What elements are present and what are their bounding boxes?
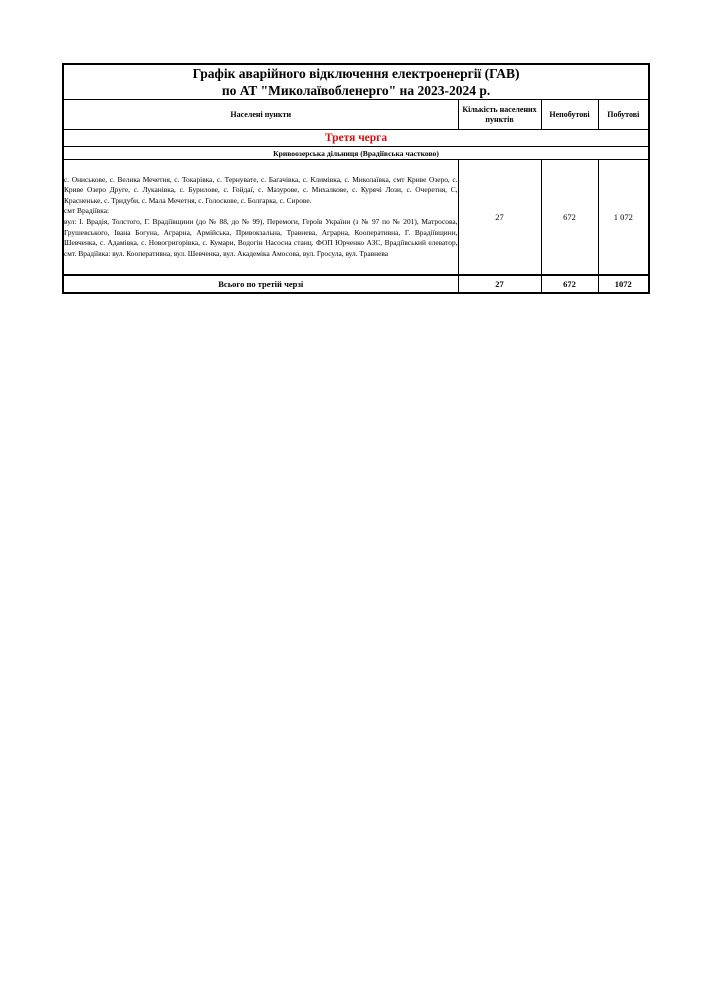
queue-header-row bbox=[63, 130, 649, 147]
table-title-row bbox=[63, 64, 649, 100]
outage-schedule-table bbox=[62, 63, 650, 294]
household-value: 1 072 bbox=[598, 160, 649, 276]
column-header-household: Побутові bbox=[598, 100, 649, 130]
column-header-settlements: Населені пункти bbox=[63, 100, 458, 130]
total-settlement-count: 27 bbox=[458, 275, 541, 293]
section-header: Кривоозерська дільниця (Врадіївська частково) bbox=[63, 147, 649, 160]
table-title bbox=[63, 64, 649, 100]
table-row bbox=[63, 160, 649, 276]
total-label: Всього по третій черзі bbox=[63, 275, 458, 293]
total-household: 1072 bbox=[598, 275, 649, 293]
settlement-count-value: 27 bbox=[458, 160, 541, 276]
settlements-paragraph-town: смт Врадіївка: bbox=[64, 206, 110, 216]
total-row bbox=[63, 275, 649, 293]
table-title-line2: по АТ "Миколаївобленерго" на 2023-2024 р. bbox=[221, 83, 491, 98]
column-header-non-household: Непобутові bbox=[541, 100, 598, 130]
section-header-row bbox=[63, 147, 649, 160]
table-title-line1: Графік аварійного відключення електроенергії (ГАВ) bbox=[192, 66, 520, 81]
column-header-row bbox=[63, 100, 649, 130]
settlements-paragraph-streets: вул: І. Врадія, Толстого, Г. Врадіївщини (до № 88, до № 99), Перемоги, Героїв України (з № 97 по № 201), Матросова, Грушевського, Івана Богуна, Аграрна, Армійська, Привокзальна, Травнева, Аграрна, Кооперативна, Г. Врадіївщини, Шевченка, с. Адамівка, с. Новогригорівка, с. Кумари, Водогін Насосна станц. ФОП Юрченко АЗС, Врадіївський елеватор, смт. Врадіївка: вул. Кооперативна, вул. Шевченка, вул. Академіка Амосова, вул. Гросула, вул. Травнева bbox=[64, 217, 458, 258]
non-household-value: 672 bbox=[541, 160, 598, 276]
settlements-paragraph-villages: с. Ониськове, с. Велика Мечетня, с. Токарівка, с. Тернувате, с. Багачівка, с. Климівка, с. Миколаївка, смт Криве Озеро, с. Криве Озеро Друге, с. Луканівка, с. Бурилове, с. Гойдаї, с. Мазурове, с. Михалкове, с. Курячі Лози, с. Очеретня, С, Красненьке, с. Тридуби, с. Мала Мечетня, с. Голоскове, с. Болгарка, с. Сирове. bbox=[64, 174, 458, 205]
settlements-list-cell bbox=[63, 160, 458, 276]
total-non-household: 672 bbox=[541, 275, 598, 293]
column-header-count: Кількість населених пунктів bbox=[458, 100, 541, 130]
queue-header: Третя черга bbox=[63, 130, 649, 147]
